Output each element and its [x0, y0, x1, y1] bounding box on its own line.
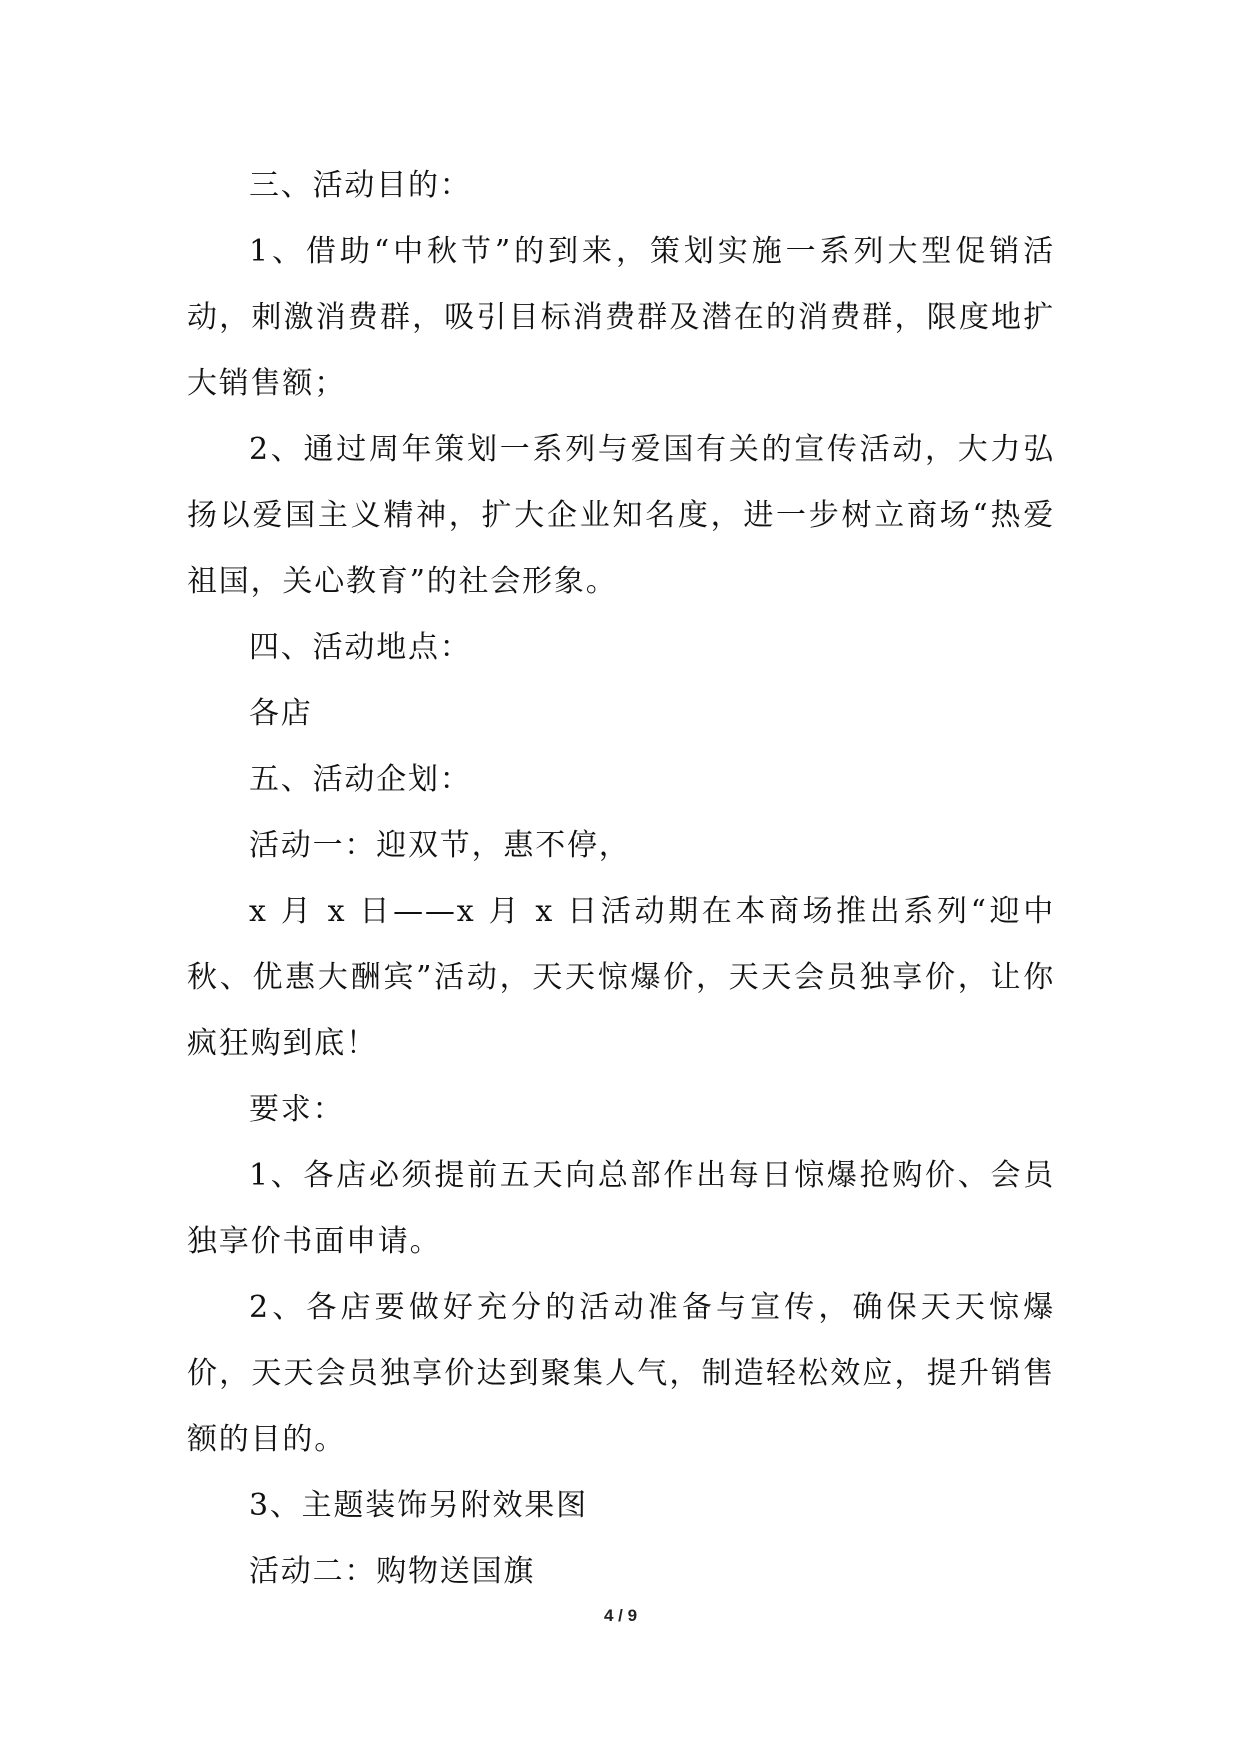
activity-one-title: 活动一：迎双节，惠不停，: [249, 828, 631, 863]
document-body: [187, 153, 1055, 1605]
location-text: 各店: [249, 696, 313, 731]
requirements-heading: 要求：: [249, 1092, 345, 1127]
requirement-item-1: 1、各店必须提前五天向总部作出每日惊爆抢购价、会员独享价书面申请。: [187, 1158, 1055, 1259]
requirement-item-3: 3、主题装饰另附效果图: [249, 1488, 588, 1523]
section-heading-purpose: 三、活动目的：: [249, 168, 472, 203]
page-number: 4 / 9: [603, 1606, 638, 1625]
purpose-item-2: 2、通过周年策划一系列与爱国有关的宣传活动，大力弘扬以爱国主义精神，扩大企业知名度，进一步树立商场“热爱祖国，关心教育”的社会形象。: [187, 432, 1055, 599]
activity-two-title: 活动二：购物送国旗: [249, 1554, 536, 1589]
section-heading-location: 四、活动地点：: [249, 630, 472, 665]
requirement-item-2: 2、各店要做好充分的活动准备与宣传，确保天天惊爆价，天天会员独享价达到聚集人气，制造轻松效应，提升销售额的目的。: [187, 1290, 1055, 1457]
purpose-item-1: 1、借助“中秋节”的到来，策划实施一系列大型促销活动，刺激消费群，吸引目标消费群及潜在的消费群，限度地扩大销售额；: [187, 234, 1055, 401]
section-heading-planning: 五、活动企划：: [249, 762, 472, 797]
activity-one-description: x 月 x 日——x 月 x 日活动期在本商场推出系列“迎中秋、优惠大酬宾”活动，天天惊爆价，天天会员独享价，让你疯狂购到底！: [187, 894, 1055, 1061]
